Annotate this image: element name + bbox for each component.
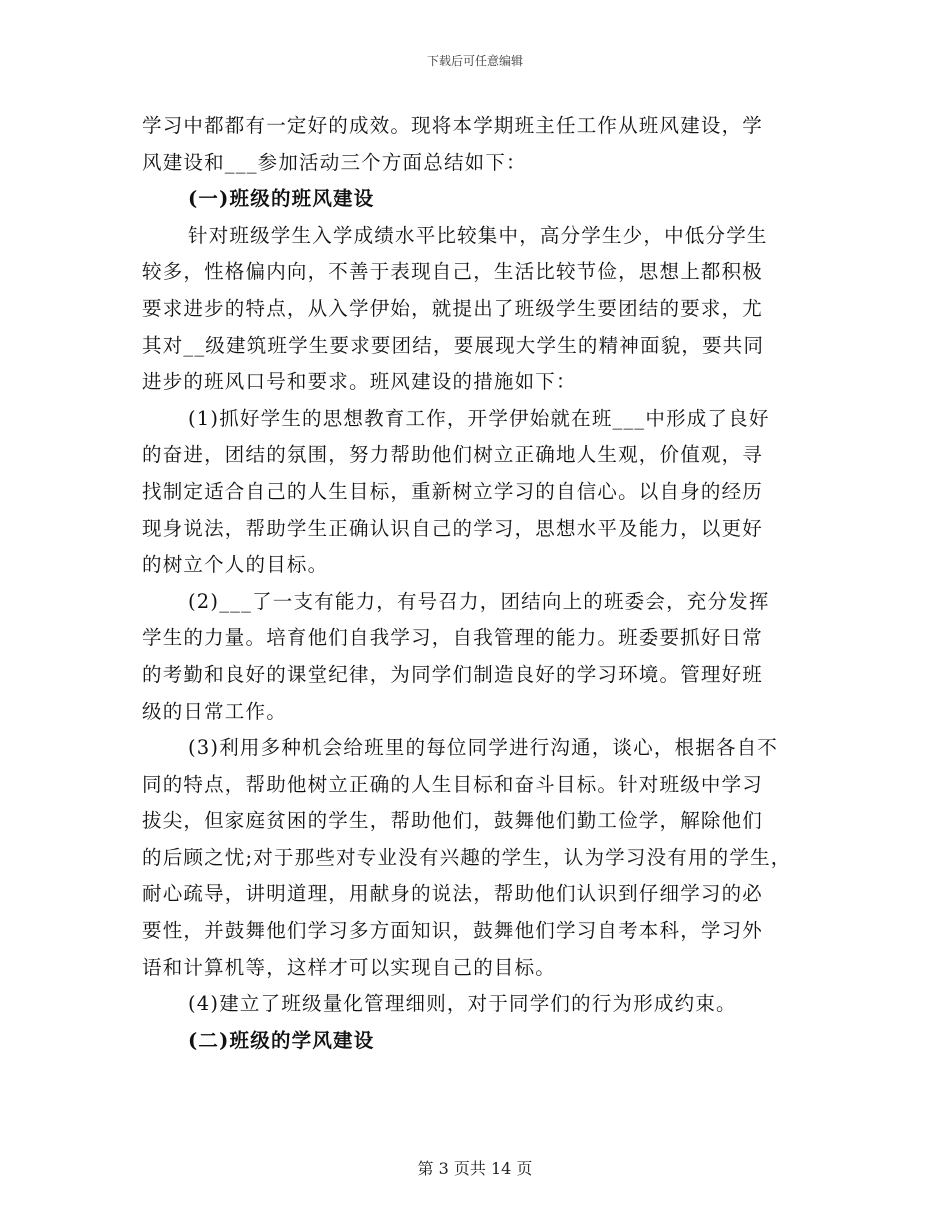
text-line: (4)建立了班级量化管理细则，对于同学们的行为形成约束。 xyxy=(188,992,737,1016)
text-line: 风建设和___参加活动三个方面总结如下： xyxy=(142,150,527,174)
text-line: 的后顾之忧;对于那些对专业没有兴趣的学生，认为学习没有用的学生， xyxy=(142,845,792,869)
text-line: 语和计算机等，这样才可以实现自己的目标。 xyxy=(142,955,557,979)
text-line: 的树立个人的目标。 xyxy=(142,553,329,577)
text-line: 的奋进，团结的氛围，努力帮助他们树立正确地人生观，价值观，寻 xyxy=(142,443,764,467)
text-line: (3)利用多种机会给班里的每位同学进行沟通，谈心，根据各自不 xyxy=(188,736,779,760)
text-line: 进步的班风口号和要求。班风建设的措施如下： xyxy=(142,370,577,394)
text-line: 现身说法，帮助学生正确认识自己的学习，思想水平及能力，以更好 xyxy=(142,516,764,540)
text-line: 耐心疏导，讲明道理，用献身的说法，帮助他们认识到仔细学习的必 xyxy=(142,882,764,906)
text-line: 要求进步的特点，从入学伊始，就提出了班级学生要团结的要求，尤 xyxy=(142,296,764,320)
text-line: 学生的力量。培育他们自我学习，自我管理的能力。班委要抓好日常 xyxy=(142,626,764,650)
text-line: 要性，并鼓舞他们学习多方面知识，鼓舞他们学习自考本科，学习外 xyxy=(142,919,764,943)
body-text xyxy=(142,108,812,1059)
section-heading: (一)班级的班风建设 xyxy=(188,187,375,211)
text-line: 其对__级建筑班学生要求要团结，要展现大学生的精神面貌，要共同 xyxy=(142,333,765,357)
text-line: 级的日常工作。 xyxy=(142,699,287,723)
text-line: (2)___了一支有能力，有号召力，团结向上的班委会，充分发挥 xyxy=(188,589,770,613)
page-header: 下载后可任意编辑 xyxy=(426,54,523,68)
text-line: 拔尖，但家庭贫困的学生，帮助他们，鼓舞他们勤工俭学，解除他们 xyxy=(142,809,764,833)
text-line: 找制定适合自己的人生目标，重新树立学习的自信心。以自身的经历 xyxy=(142,479,764,503)
text-line: 的考勤和良好的课堂纪律，为同学们制造良好的学习环境。管理好班 xyxy=(142,662,764,686)
document-body xyxy=(142,108,812,1059)
section-heading: (二)班级的学风建设 xyxy=(188,1028,375,1052)
text-line: 学习中都都有一定好的成效。现将本学期班主任工作从班风建设，学 xyxy=(142,114,764,137)
text-line: (1)抓好学生的思想教育工作，开学伊始就在班___中形成了良好 xyxy=(188,406,770,430)
text-line: 同的特点，帮助他树立正确的人生目标和奋斗目标。针对班级中学习 xyxy=(142,772,764,796)
text-line: 针对班级学生入学成绩水平比较集中，高分学生少，中低分学生 xyxy=(188,223,768,247)
page-footer: 第 3 页共 14 页 xyxy=(417,1159,533,1178)
text-line: 较多，性格偏内向，不善于表现自己，生活比较节俭，思想上都积极 xyxy=(142,260,764,284)
